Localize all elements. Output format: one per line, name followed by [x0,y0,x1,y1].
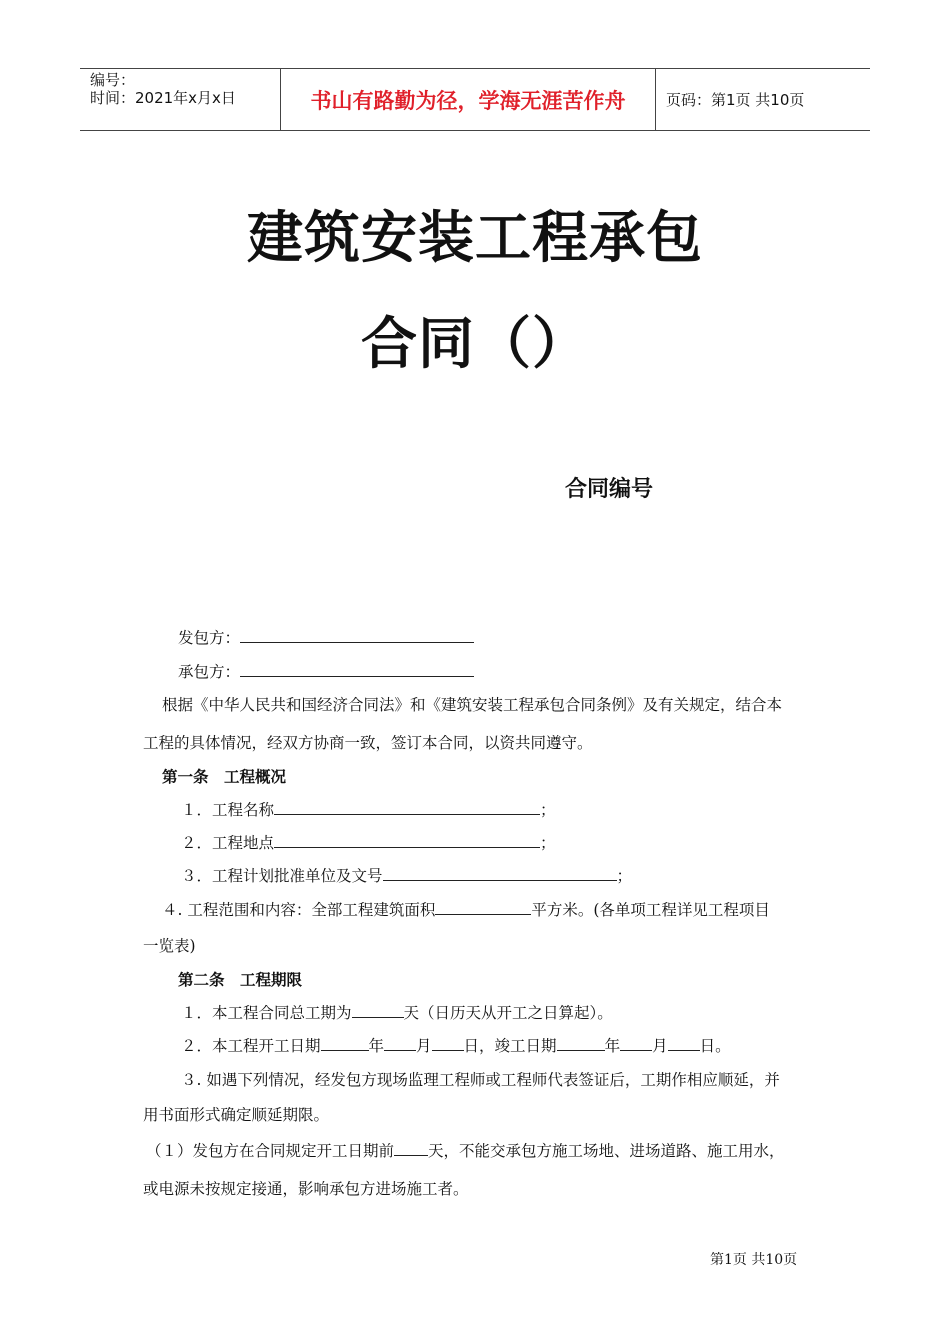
contractor-blank[interactable] [240,660,474,677]
end-month-blank[interactable] [620,1034,652,1051]
project-name-blank[interactable] [274,798,540,815]
art2-sub1-text: 天，不能交承包方施工场地、进场道路、施工用水， [428,1142,785,1160]
semicolon: ； [616,867,633,885]
end-year-blank[interactable] [557,1034,605,1051]
year-label: 年 [368,1037,385,1055]
header-page-info: 页码：第1页 共10页 [666,91,805,109]
start-year-blank[interactable] [321,1034,369,1051]
art2-sub1-line2: 或电源未按规定接通，影响承包方进场施工者。 [143,1180,469,1198]
art2-item1 [181,1001,613,1023]
art2-sub1-label: （１）发包方在合同规定开工日期前 [146,1142,395,1160]
employer-line [178,626,474,648]
contract-number-label: 合同编号 [565,477,654,502]
project-location-blank[interactable] [274,831,540,848]
approval-doc-blank[interactable] [383,864,617,881]
page-header [80,68,870,131]
start-month-blank[interactable] [384,1034,416,1051]
article-1-title: 第一条 工程概况 [162,768,287,786]
art1-item4-text: 平方米。(各单项工程详见工程项目 [531,901,770,919]
doc-title-line2: 合同（） [361,312,589,377]
header-motto: 书山有路勤为径，学海无涯苦作舟 [281,69,656,130]
employer-label: 发包方： [178,629,241,647]
year-label: 年 [604,1037,621,1055]
intro-line-2: 工程的具体情况，经双方协商一致，签订本合同，以资共同遵守。 [143,734,593,752]
art1-item3-label: ３．工程计划批准单位及文号 [181,867,383,885]
art2-item2 [181,1034,731,1056]
art2-item1-text: 天（日历天从开工之日算起）。 [403,1004,613,1022]
page-footer: 第1页 共10页 [710,1252,798,1268]
month-label: 月 [652,1037,668,1055]
art1-item3 [181,864,632,886]
semicolon: ； [540,834,556,852]
header-meta-cell [80,69,281,130]
art1-item4-cont: 一览表) [143,937,196,955]
intro-line-1: 根据《中华人民共和国经济合同法》和《建筑安装工程承包合同条例》及有关规定，结合本 [162,696,783,714]
day-label: 日。 [699,1037,731,1055]
art1-item2 [181,831,556,853]
art2-item3-line1: ３. 如遇下列情况，经发包方现场监理工程师或工程师代表签证后，工期作相应顺延，并 [181,1071,780,1089]
time-label: 时间：2021年x月x日 [90,89,236,107]
art2-item3-line2: 用书面形式确定顺延期限。 [143,1106,330,1124]
contractor-line [178,660,474,682]
month-label: 月 [416,1037,432,1055]
serial-label: 编号： [90,71,136,89]
end-day-blank[interactable] [668,1034,700,1051]
start-day-blank[interactable] [432,1034,464,1051]
building-area-blank[interactable] [435,898,531,915]
art1-item1 [181,798,556,820]
art1-item4 [162,898,770,920]
art1-item4-label: ４. 工程范围和内容：全部工程建筑面积 [162,901,436,919]
contractor-label: 承包方： [178,663,241,681]
art2-sub1-line1 [146,1139,785,1161]
handover-days-blank[interactable] [394,1139,428,1156]
doc-title-line1: 建筑安装工程承包 [247,206,703,271]
semicolon: ； [540,801,556,819]
art2-item2-label: ２．本工程开工日期 [181,1037,321,1055]
total-days-blank[interactable] [352,1001,404,1018]
article-2-title: 第二条 工程期限 [178,971,303,989]
employer-blank[interactable] [240,626,474,643]
art1-item2-label: ２．工程地点 [181,834,275,852]
art1-item1-label: １．工程名称 [181,801,275,819]
completion-label: 日，竣工日期 [463,1037,557,1055]
art2-item1-label: １．本工程合同总工期为 [181,1004,352,1022]
